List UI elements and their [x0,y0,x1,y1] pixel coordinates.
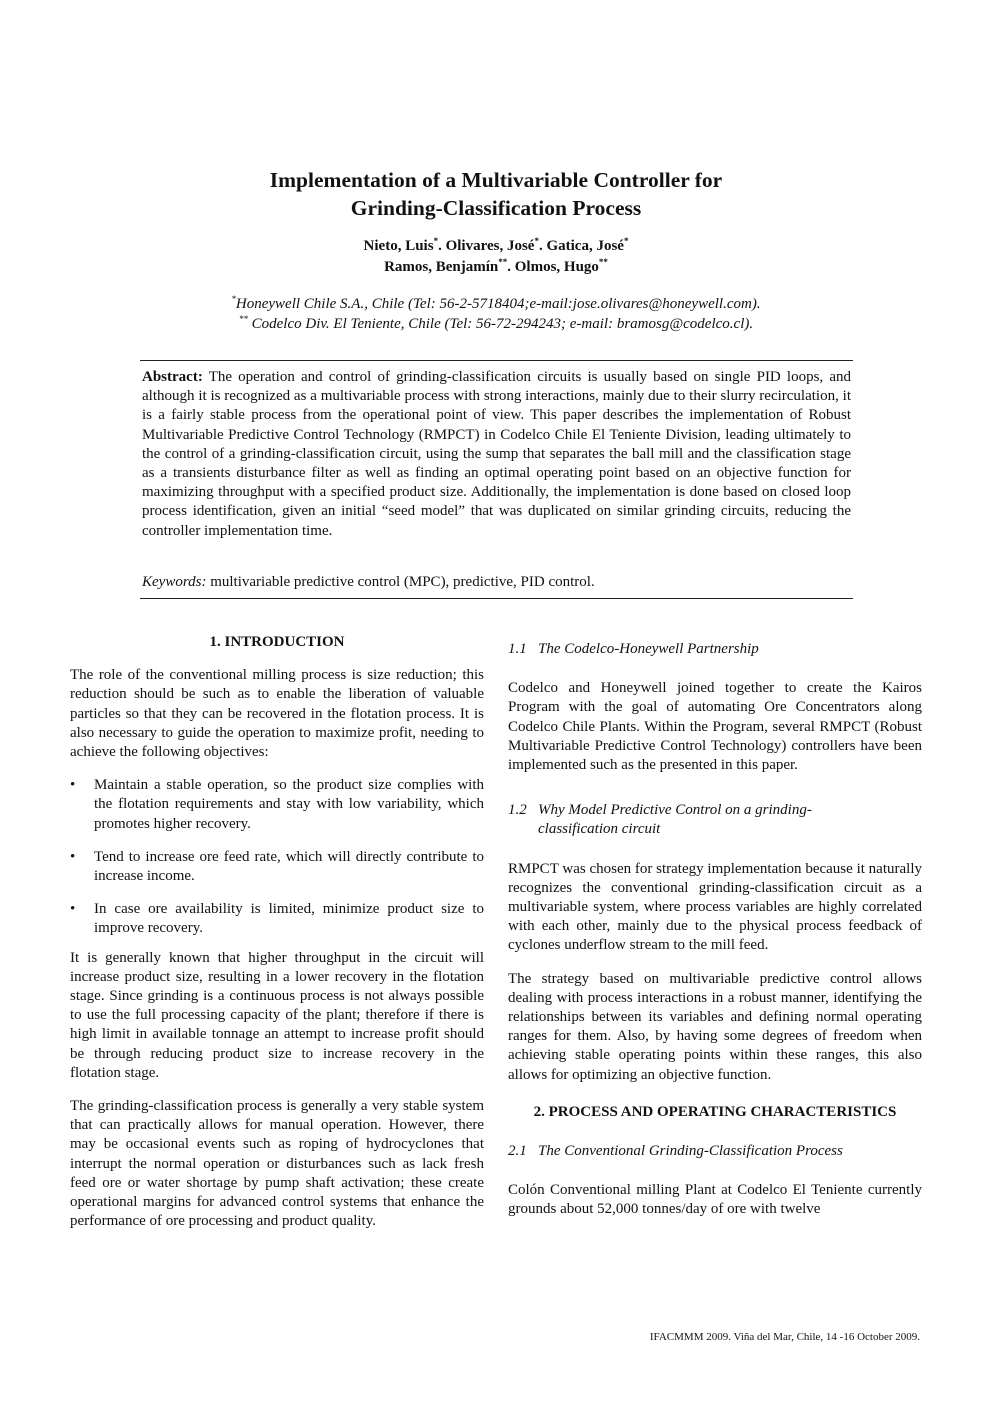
bullet-icon: • [70,777,76,794]
list-item [70,900,484,938]
keywords-label: Keywords: [142,574,207,590]
affiliation-mark: ** [238,314,248,324]
author-mark: ** [598,257,608,267]
paragraph: Colón Conventional milling Plant at Codelco El Teniente currently grounds about 52,000 tonnes/day of ore with twelve [508,1182,922,1218]
section-heading-process: 2. PROCESS AND OPERATING CHARACTERISTICS [533,1103,897,1120]
objectives-list [70,776,484,938]
bullet-icon: • [70,901,76,918]
author-mark: * [534,236,539,246]
affiliation-1 [0,294,992,314]
subsection-number: 1.1 [508,641,527,657]
list-item [70,848,484,886]
paragraph: RMPCT was chosen for strategy implementation because it naturally recognizes the conventional grinding-classification circuit as a multivariable system, where process variables are highly correlated with each other, mainly due to the physical process feedback of cyclones underflow stream to the mill feed. [508,860,922,954]
author-list [0,236,992,278]
paper-title [0,166,992,222]
right-column [508,640,922,1234]
title-line-1: Implementation of a Multivariable Controller for [269,168,723,192]
subsection-number: 2.1 [508,1143,527,1160]
list-item-text: Maintain a stable operation, so the product size complies with the flotation requirements and stay with low variability, which promotes higher recovery. [94,777,484,832]
subsection-title: The Conventional Grinding-Classification Process [538,1143,843,1160]
subsection-title-continued: classification circuit [538,821,661,838]
section-heading-introduction: 1. INTRODUCTION [209,634,345,650]
list-item-text: In case ore availability is limited, minimize product size to improve recovery. [94,901,484,937]
affiliation-text: Honeywell Chile S.A., Chile (Tel: 56-2-5718404;e-mail:jose.olivares@honeywell.com). [235,296,761,312]
author-separator: . [438,238,446,254]
keywords [142,572,851,592]
paragraph: Codelco and Honeywell joined together to create the Kairos Program with the goal of automating Ore Concentrators along Codelco Chile Plants. Within the Program, several RMPCT (Robust Multivariable Predictive Control Technology) controllers have been implemented such as the presented in this paper. [508,680,922,774]
subsection-heading [508,801,922,839]
subsection-heading [508,1142,922,1161]
affiliations [0,294,992,334]
author-name: Gatica, José [546,238,624,254]
paragraph: It is generally known that higher throughput in the circuit will increase product size, resulting in a lower recovery in the flotation stage. Since grinding is a continuous process is not always possible to use the full processing capacity of the plant; therefore if there is high limit in available tonnage an attempt to increase profit should be through reducing product size to increase recovery in the flotation stage. [70,949,484,1081]
affiliation-mark: * [231,294,236,304]
author-name: Olivares, José [445,238,535,254]
author-mark: * [433,236,439,246]
abstract-text: The operation and control of grinding-classification circuits is usually based on single PID loops, and although it is recognized as a multivariable process with strong interactions, mainly due to their slurry recirculation, it is a fairly stable process from the operational point of view. This paper describes the implementation of Robust Multivariable Predictive Control Technology (RMPCT) in Codelco Chile El Teniente Division, leading ultimately to the control of a grinding-classification circuit, using the sump that separates the ball mill and the classification stage as a transients disturbance filter as well as finding an optimal operating point based on an objective function for maximizing throughput with a specified product size. Additionally, the implementation is done based on closed loop process identification, given an initial “seed model” that was duplicated on similar grinding circuits, reducing the controller implementation time. [142,369,851,539]
page-footer: IFACMMM 2009. Viña del Mar, Chile, 14 -16 October 2009. [649,1331,920,1343]
affiliation-2 [0,314,992,334]
list-item-text: Tend to increase ore feed rate, which will directly contribute to increase income. [94,848,484,885]
author-separator: . [538,238,547,254]
subsection-title: The Codelco-Honeywell Partnership [538,641,759,657]
author-name: Ramos, Benjamín [384,259,499,275]
abstract-label: Abstract: [142,369,203,385]
paragraph: The strategy based on multivariable predictive control allows dealing with process interactions in a robust manner, identifying the relationships between its variables and defining normal operating ranges for them. Also, by having some degrees of freedom when achieving stable operating points within these ranges, this also allows for optimizing an objective function. [508,970,922,1083]
affiliation-text: Codelco Div. El Teniente, Chile (Tel: 56-72-294243; e-mail: bramosg@codelco.cl). [247,316,754,332]
author-separator: . [507,259,515,275]
abstract [142,368,851,541]
author-name: Olmos, Hugo [514,259,599,275]
bullet-icon: • [70,848,76,865]
author-mark: ** [498,257,508,267]
title-line-2: Grinding-Classification Process [350,196,642,220]
abstract-bottom-rule [140,598,853,599]
subsection-number: 1.2 [508,802,527,819]
abstract-top-rule [140,360,853,361]
list-item [70,776,484,834]
paragraph: The role of the conventional milling process is size reduction; this reduction should be such as to enable the liberation of valuable particles so that they can be recovered in the flotation process. It is also necessary to guide the operation to maximize profit, needing to achieve the following objectives: [70,667,484,761]
author-mark: * [623,236,629,246]
subsection-heading [508,640,922,659]
subsection-title: Why Model Predictive Control on a grinding- [538,802,812,819]
author-line-1 [0,236,992,257]
author-line-2 [0,257,992,278]
paragraph: The grinding-classification process is generally a very stable system that can practically allows for manual operation. However, there may be occasional events such as roping of hydrocyclones that interrupt the normal operation or disturbances such as lack fresh feed ore or water shortage by pump shaft activation; these create operational margins for advanced control systems that enhance the performance of ore processing and product quality. [70,1098,484,1230]
author-name: Nieto, Luis [363,238,434,254]
left-column [70,633,484,1245]
keywords-text: multivariable predictive control (MPC), predictive, PID control. [206,574,595,590]
